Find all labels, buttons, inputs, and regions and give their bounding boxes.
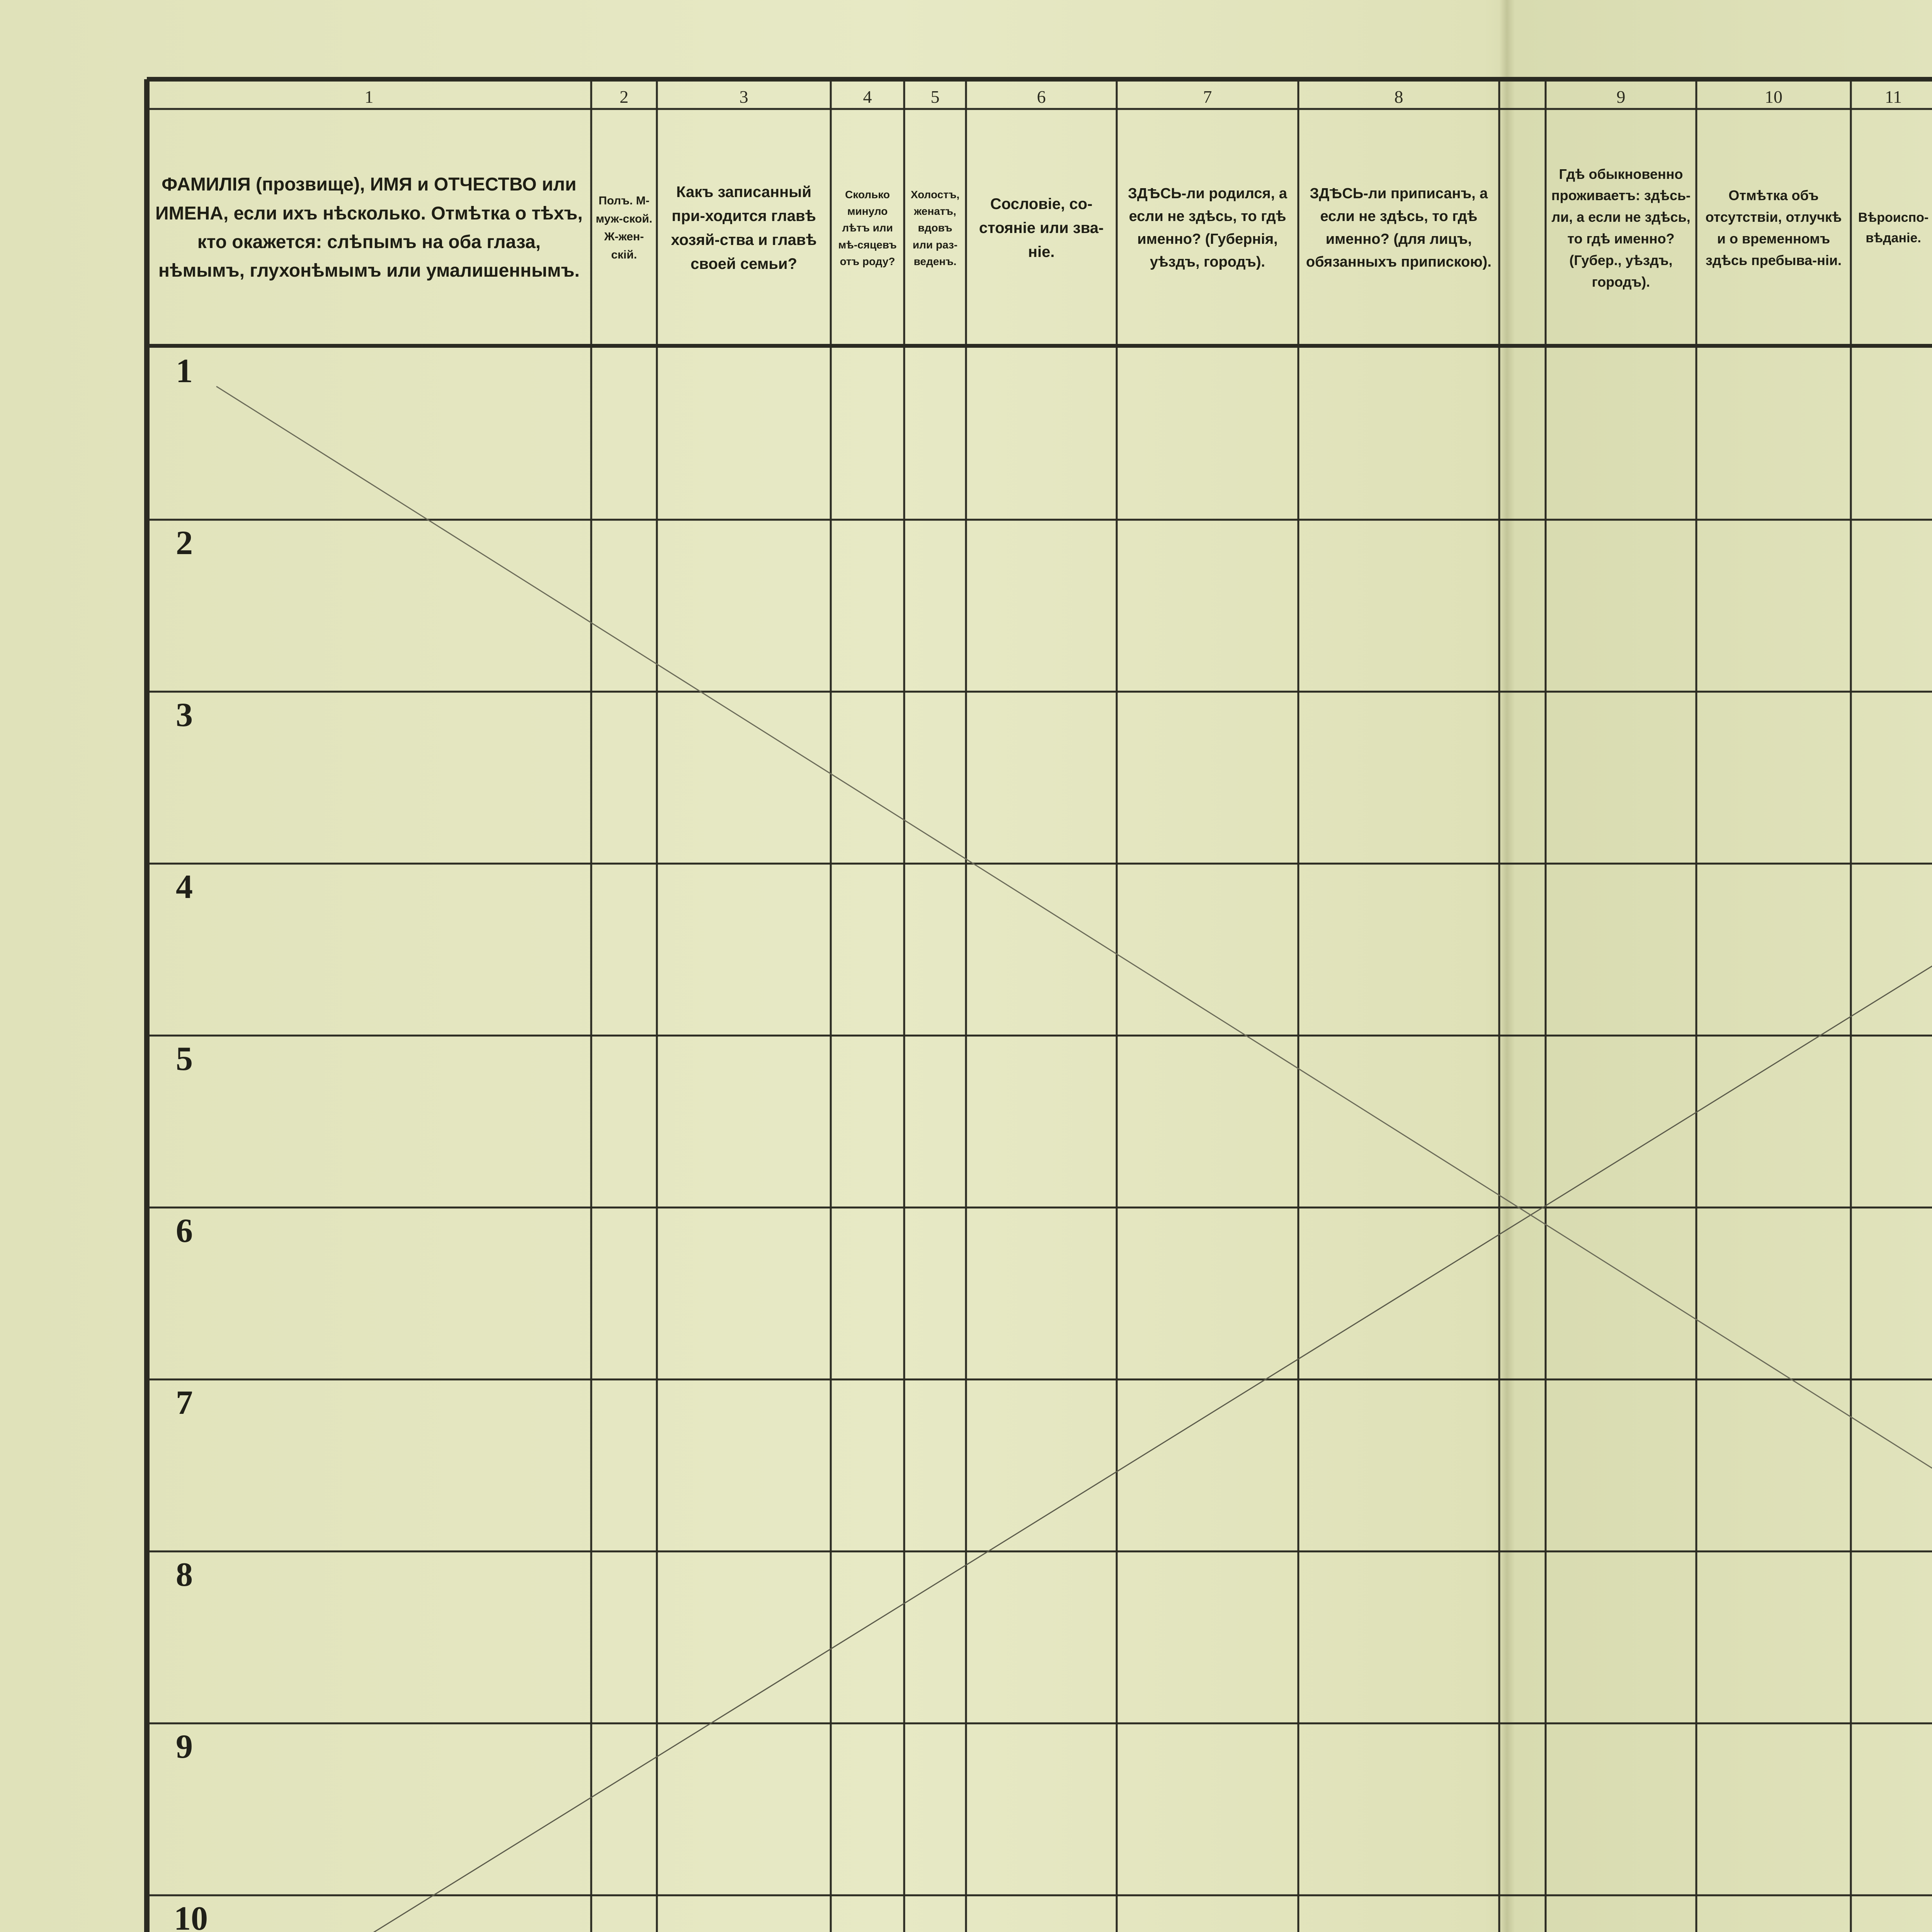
column-number-7: 7	[1203, 87, 1212, 107]
row-number: 4	[176, 868, 193, 906]
column-number-4: 4	[863, 87, 872, 107]
header-birthplace: ЗДѢСЬ-ли родился, а если не здѣсь, то гдѣ именно? (Губернія, уѣздъ, городъ).	[1128, 185, 1287, 270]
cancel-stroke	[162, 386, 1932, 1932]
header-marital-status: Холостъ, женатъ, вдовъ или раз-веденъ.	[910, 188, 960, 268]
row-number: 3	[176, 696, 193, 734]
cancel-stroke	[216, 386, 1932, 1932]
column-number-5: 5	[930, 87, 940, 107]
column-number-6: 6	[1037, 87, 1046, 107]
header-surname-name: ФАМИЛІЯ (прозвище), ИМЯ и ОТЧЕСТВО или ИМЕНА, если ихъ нѣсколько. Отмѣтка о тѣхъ, кто окажется: слѣпымъ на оба глаза, нѣмымъ, глухонѣмымъ или умалишеннымъ.	[155, 174, 583, 281]
column-number-3: 3	[739, 87, 748, 107]
row-number: 9	[176, 1728, 193, 1765]
header-residence: Гдѣ обыкновенно проживаетъ: здѣсь-ли, а если не здѣсь, то гдѣ именно? (Губер., уѣздъ, городъ).	[1551, 166, 1691, 290]
row-number: 2	[176, 524, 193, 562]
header-registration-place: ЗДѢСЬ-ли приписанъ, а если не здѣсь, то гдѣ именно? (для лицъ, обязанныхъ припискою).	[1306, 185, 1492, 270]
row-number: 7	[176, 1384, 193, 1422]
header-estate: Сословіе, со-стояніе или зва-ніе.	[979, 196, 1104, 260]
header-age: Сколько минуло лѣтъ или мѣ-сяцевъ отъ роду?	[838, 188, 897, 268]
column-number-8: 8	[1394, 87, 1403, 107]
column-number-9: 9	[1616, 87, 1626, 107]
row-number: 6	[176, 1212, 193, 1250]
row-number: 8	[176, 1556, 193, 1594]
header-relation-to-head: Какъ записанный при-ходится главѣ хозяй-ства и главѣ своей семьи?	[671, 184, 817, 272]
row-number: 10	[174, 1900, 208, 1932]
header-absence-note: Отмѣтка объ отсутствіи, отлучкѣ и о временномъ здѣсь пребыва-ніи.	[1705, 187, 1842, 268]
header-religion: Вѣроиспо-вѣданіе.	[1858, 210, 1929, 245]
column-number-1: 1	[364, 87, 374, 107]
column-number-2: 2	[619, 87, 629, 107]
row-number: 1	[176, 352, 193, 390]
column-number-10: 10	[1765, 87, 1782, 107]
row-number: 5	[176, 1040, 193, 1078]
header-sex: Полъ. М-муж-ской. Ж-жен-скій.	[595, 194, 653, 261]
column-number-11: 11	[1884, 87, 1902, 107]
